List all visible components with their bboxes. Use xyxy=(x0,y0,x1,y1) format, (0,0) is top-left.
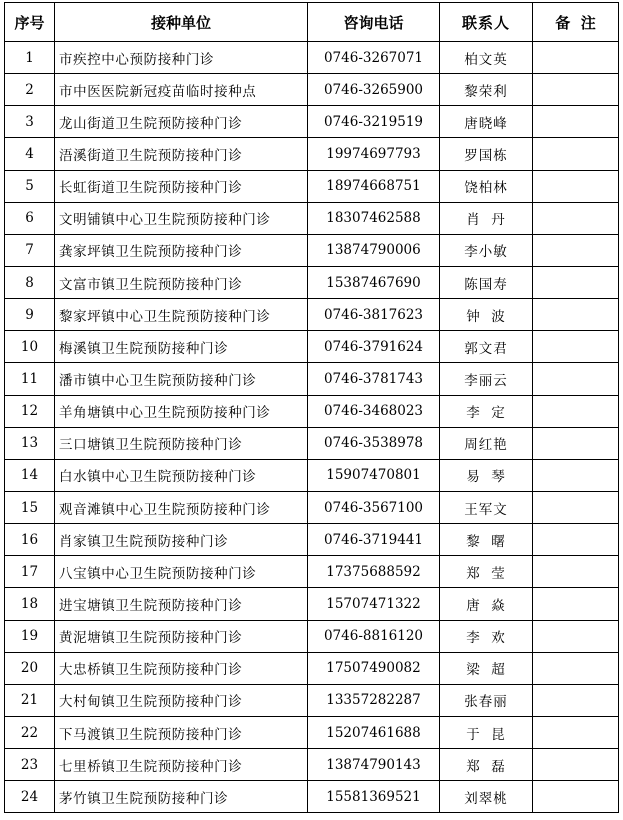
remarks-cell xyxy=(533,74,619,106)
remarks-cell xyxy=(533,716,619,748)
header-contact-person: 联系人 xyxy=(440,3,533,42)
table-row xyxy=(5,459,619,491)
remarks-cell xyxy=(533,234,619,266)
table-row xyxy=(5,138,619,170)
serial-number-cell: 5 xyxy=(5,170,55,202)
contact-person-cell: 唐晓峰 xyxy=(440,106,533,138)
remarks-cell xyxy=(533,299,619,331)
table-row xyxy=(5,620,619,652)
vaccination-unit-cell: 潘市镇中心卫生院预防接种门诊 xyxy=(55,363,308,395)
table-body xyxy=(5,42,619,813)
table-row xyxy=(5,716,619,748)
vaccination-unit-cell: 黎家坪镇中心卫生院预防接种门诊 xyxy=(55,299,308,331)
table-row xyxy=(5,749,619,781)
table-row xyxy=(5,299,619,331)
vaccination-unit-cell: 黄泥塘镇卫生院预防接种门诊 xyxy=(55,620,308,652)
remarks-cell xyxy=(533,620,619,652)
contact-person-cell: 李 欢 xyxy=(440,620,533,652)
remarks-cell xyxy=(533,524,619,556)
serial-number-cell: 23 xyxy=(5,749,55,781)
remarks-cell xyxy=(533,106,619,138)
serial-number-cell: 7 xyxy=(5,234,55,266)
table-row xyxy=(5,684,619,716)
vaccination-unit-cell: 羊角塘镇中心卫生院预防接种门诊 xyxy=(55,395,308,427)
serial-number-cell: 10 xyxy=(5,331,55,363)
contact-person-cell: 柏文英 xyxy=(440,42,533,74)
vaccination-unit-cell: 八宝镇中心卫生院预防接种门诊 xyxy=(55,556,308,588)
consult-phone-cell: 17507490082 xyxy=(308,652,440,684)
vaccination-unit-cell: 三口塘镇卫生院预防接种门诊 xyxy=(55,427,308,459)
contact-person-cell: 唐 焱 xyxy=(440,588,533,620)
contact-person-cell: 罗国栋 xyxy=(440,138,533,170)
consult-phone-cell: 0746-3567100 xyxy=(308,491,440,523)
vaccination-unit-cell: 浯溪街道卫生院预防接种门诊 xyxy=(55,138,308,170)
table-header xyxy=(5,3,619,42)
remarks-cell xyxy=(533,202,619,234)
vaccination-unit-cell: 大忠桥镇卫生院预防接种门诊 xyxy=(55,652,308,684)
contact-person-cell: 梁 超 xyxy=(440,652,533,684)
table-row xyxy=(5,266,619,298)
remarks-cell xyxy=(533,491,619,523)
serial-number-cell: 2 xyxy=(5,74,55,106)
table-row xyxy=(5,781,619,813)
consult-phone-cell: 17375688592 xyxy=(308,556,440,588)
header-row xyxy=(5,3,619,42)
table-row xyxy=(5,491,619,523)
contact-person-cell: 陈国寿 xyxy=(440,266,533,298)
remarks-cell xyxy=(533,652,619,684)
contact-person-cell: 王军文 xyxy=(440,491,533,523)
contact-person-cell: 李 定 xyxy=(440,395,533,427)
consult-phone-cell: 15581369521 xyxy=(308,781,440,813)
remarks-cell xyxy=(533,363,619,395)
vaccination-unit-cell: 长虹街道卫生院预防接种门诊 xyxy=(55,170,308,202)
remarks-cell xyxy=(533,556,619,588)
vaccination-unit-cell: 文明铺镇中心卫生院预防接种门诊 xyxy=(55,202,308,234)
consult-phone-cell: 0746-8816120 xyxy=(308,620,440,652)
serial-number-cell: 24 xyxy=(5,781,55,813)
remarks-cell xyxy=(533,266,619,298)
serial-number-cell: 15 xyxy=(5,491,55,523)
table-row xyxy=(5,363,619,395)
consult-phone-cell: 0746-3219519 xyxy=(308,106,440,138)
vaccination-unit-cell: 观音滩镇中心卫生院预防接种门诊 xyxy=(55,491,308,523)
serial-number-cell: 22 xyxy=(5,716,55,748)
consult-phone-cell: 13357282287 xyxy=(308,684,440,716)
header-remarks: 备 注 xyxy=(533,3,619,42)
vaccination-unit-cell: 大村甸镇卫生院预防接种门诊 xyxy=(55,684,308,716)
table-row xyxy=(5,234,619,266)
vaccination-unit-cell: 白水镇中心卫生院预防接种门诊 xyxy=(55,459,308,491)
consult-phone-cell: 15387467690 xyxy=(308,266,440,298)
consult-phone-cell: 0746-3538978 xyxy=(308,427,440,459)
serial-number-cell: 6 xyxy=(5,202,55,234)
consult-phone-cell: 0746-3791624 xyxy=(308,331,440,363)
contact-person-cell: 郭文君 xyxy=(440,331,533,363)
vaccination-unit-cell: 七里桥镇卫生院预防接种门诊 xyxy=(55,749,308,781)
remarks-cell xyxy=(533,42,619,74)
serial-number-cell: 11 xyxy=(5,363,55,395)
remarks-cell xyxy=(533,331,619,363)
table-row xyxy=(5,202,619,234)
contact-person-cell: 郑 莹 xyxy=(440,556,533,588)
contact-person-cell: 张春丽 xyxy=(440,684,533,716)
remarks-cell xyxy=(533,749,619,781)
serial-number-cell: 12 xyxy=(5,395,55,427)
table-row xyxy=(5,170,619,202)
remarks-cell xyxy=(533,684,619,716)
table-row xyxy=(5,556,619,588)
contact-person-cell: 周红艳 xyxy=(440,427,533,459)
header-serial-number: 序号 xyxy=(5,3,55,42)
contact-person-cell: 黎荣利 xyxy=(440,74,533,106)
consult-phone-cell: 0746-3265900 xyxy=(308,74,440,106)
consult-phone-cell: 18307462588 xyxy=(308,202,440,234)
contact-person-cell: 李丽云 xyxy=(440,363,533,395)
consult-phone-cell: 0746-3719441 xyxy=(308,524,440,556)
contact-person-cell: 肖 丹 xyxy=(440,202,533,234)
contact-person-cell: 饶柏林 xyxy=(440,170,533,202)
serial-number-cell: 14 xyxy=(5,459,55,491)
consult-phone-cell: 19974697793 xyxy=(308,138,440,170)
contact-person-cell: 刘翠桃 xyxy=(440,781,533,813)
table-row xyxy=(5,524,619,556)
serial-number-cell: 4 xyxy=(5,138,55,170)
consult-phone-cell: 15707471322 xyxy=(308,588,440,620)
contact-person-cell: 郑 磊 xyxy=(440,749,533,781)
serial-number-cell: 8 xyxy=(5,266,55,298)
serial-number-cell: 13 xyxy=(5,427,55,459)
vaccination-unit-cell: 文富市镇卫生院预防接种门诊 xyxy=(55,266,308,298)
consult-phone-cell: 18974668751 xyxy=(308,170,440,202)
table-row xyxy=(5,74,619,106)
vaccination-unit-cell: 市中医医院新冠疫苗临时接种点 xyxy=(55,74,308,106)
serial-number-cell: 19 xyxy=(5,620,55,652)
vaccination-unit-cell: 进宝塘镇卫生院预防接种门诊 xyxy=(55,588,308,620)
header-consult-phone: 咨询电话 xyxy=(308,3,440,42)
consult-phone-cell: 0746-3781743 xyxy=(308,363,440,395)
remarks-cell xyxy=(533,427,619,459)
consult-phone-cell: 15207461688 xyxy=(308,716,440,748)
serial-number-cell: 1 xyxy=(5,42,55,74)
contact-person-cell: 钟 波 xyxy=(440,299,533,331)
remarks-cell xyxy=(533,170,619,202)
table-row xyxy=(5,106,619,138)
serial-number-cell: 3 xyxy=(5,106,55,138)
table-row xyxy=(5,395,619,427)
vaccination-unit-cell: 市疾控中心预防接种门诊 xyxy=(55,42,308,74)
table-row xyxy=(5,652,619,684)
contact-person-cell: 黎 曙 xyxy=(440,524,533,556)
vaccination-unit-cell: 龚家坪镇卫生院预防接种门诊 xyxy=(55,234,308,266)
serial-number-cell: 20 xyxy=(5,652,55,684)
serial-number-cell: 16 xyxy=(5,524,55,556)
serial-number-cell: 18 xyxy=(5,588,55,620)
vaccination-unit-cell: 下马渡镇卫生院预防接种门诊 xyxy=(55,716,308,748)
remarks-cell xyxy=(533,459,619,491)
vaccination-unit-cell: 茅竹镇卫生院预防接种门诊 xyxy=(55,781,308,813)
consult-phone-cell: 13874790143 xyxy=(308,749,440,781)
table-row xyxy=(5,42,619,74)
vaccination-unit-cell: 龙山街道卫生院预防接种门诊 xyxy=(55,106,308,138)
serial-number-cell: 21 xyxy=(5,684,55,716)
consult-phone-cell: 0746-3817623 xyxy=(308,299,440,331)
contact-person-cell: 于 昆 xyxy=(440,716,533,748)
serial-number-cell: 17 xyxy=(5,556,55,588)
contact-person-cell: 李小敏 xyxy=(440,234,533,266)
table-row xyxy=(5,331,619,363)
consult-phone-cell: 0746-3267071 xyxy=(308,42,440,74)
vaccination-unit-cell: 肖家镇卫生院预防接种门诊 xyxy=(55,524,308,556)
table-row xyxy=(5,588,619,620)
header-vaccination-unit: 接种单位 xyxy=(55,3,308,42)
table-row xyxy=(5,427,619,459)
vaccination-unit-cell: 梅溪镇卫生院预防接种门诊 xyxy=(55,331,308,363)
remarks-cell xyxy=(533,781,619,813)
vaccination-sites-table-container xyxy=(4,2,619,813)
remarks-cell xyxy=(533,588,619,620)
vaccination-sites-table xyxy=(4,2,619,813)
serial-number-cell: 9 xyxy=(5,299,55,331)
consult-phone-cell: 15907470801 xyxy=(308,459,440,491)
consult-phone-cell: 0746-3468023 xyxy=(308,395,440,427)
remarks-cell xyxy=(533,395,619,427)
consult-phone-cell: 13874790006 xyxy=(308,234,440,266)
remarks-cell xyxy=(533,138,619,170)
contact-person-cell: 易 琴 xyxy=(440,459,533,491)
